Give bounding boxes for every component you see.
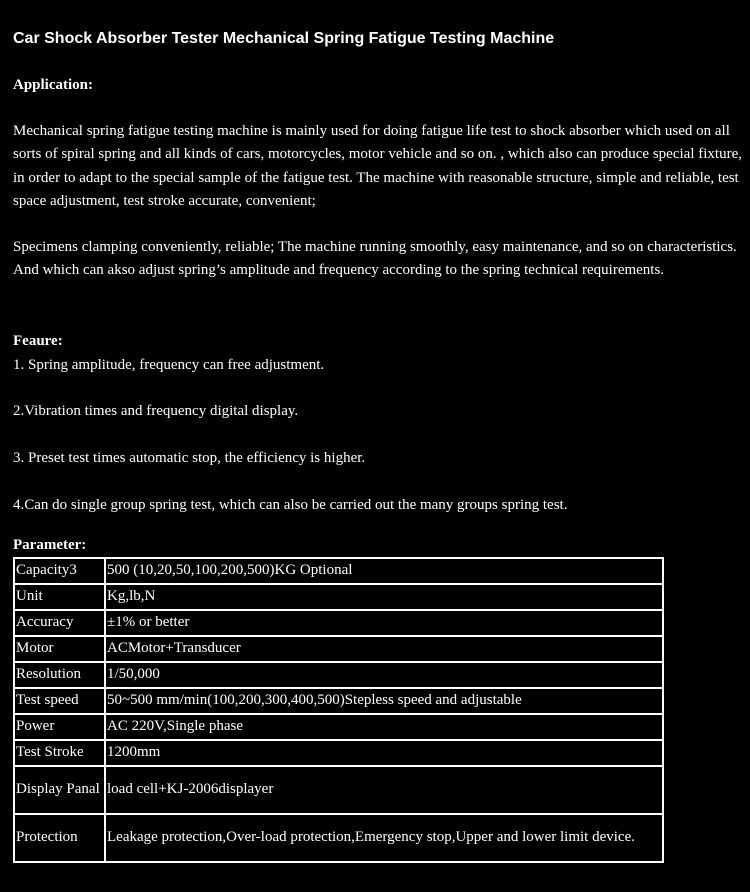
parameter-heading: Parameter:	[13, 537, 87, 553]
param-key: Protection	[14, 814, 105, 862]
param-key: Accuracy	[14, 610, 105, 636]
param-value: Leakage protection,Over-load protection,Emergency stop,Upper and lower limit device.	[105, 814, 663, 862]
table-row	[14, 688, 663, 714]
feature-item-4: 4.Can do single group spring test, which can also be carried out the many groups spring test.	[13, 497, 568, 513]
param-value: 1/50,000	[105, 662, 663, 688]
page-title: Car Shock Absorber Tester Mechanical Spring Fatigue Testing Machine	[13, 30, 555, 47]
feature-item-1: 1. Spring amplitude, frequency can free adjustment.	[13, 357, 325, 373]
param-value: 50~500 mm/min(100,200,300,400,500)Stepless speed and adjustable	[105, 688, 663, 714]
param-value: 1200mm	[105, 740, 663, 766]
table-row	[14, 740, 663, 766]
table-row	[14, 636, 663, 662]
feature-heading: Feaure:	[13, 333, 63, 349]
param-key: Motor	[14, 636, 105, 662]
feature-item-2: 2.Vibration times and frequency digital display.	[13, 403, 299, 419]
param-key: Display Panal	[14, 766, 105, 814]
table-row	[14, 584, 663, 610]
application-heading: Application:	[13, 77, 94, 93]
param-value: load cell+KJ-2006displayer	[105, 766, 663, 814]
table-row	[14, 662, 663, 688]
param-key: Resolution	[14, 662, 105, 688]
param-value: ACMotor+Transducer	[105, 636, 663, 662]
application-paragraph-1: Mechanical spring fatigue testing machine is mainly used for doing fatigue life test to shock absorber which used on all sorts of spiral spring and all kinds of cars, motorcycles, motor vehicle and so on. , which also can produce special fixture, in order to adapt to the special sample of the fatigue test. The machine with reasonable structure, simple and reliable, test space adjustment, test stroke accurate, convenient;	[13, 123, 742, 209]
table-row	[14, 766, 663, 814]
param-value: Kg,lb,N	[105, 584, 663, 610]
table-row	[14, 558, 663, 584]
param-key: Test Stroke	[14, 740, 105, 766]
param-key: Power	[14, 714, 105, 740]
feature-item-3: 3. Preset test times automatic stop, the efficiency is higher.	[13, 450, 366, 466]
table-row	[14, 610, 663, 636]
param-key: Capacity3	[14, 558, 105, 584]
param-value: ±1% or better	[105, 610, 663, 636]
table-row	[14, 714, 663, 740]
param-key: Unit	[14, 584, 105, 610]
param-value: AC 220V,Single phase	[105, 714, 663, 740]
param-value: 500 (10,20,50,100,200,500)KG Optional	[105, 558, 663, 584]
parameter-table	[13, 557, 664, 863]
table-row	[14, 814, 663, 862]
param-key: Test speed	[14, 688, 105, 714]
application-paragraph-2: Specimens clamping conveniently, reliable; The machine running smoothly, easy maintenance, and so on characteristics. And which can akso adjust spring’s amplitude and frequency according to the spring technical requirements.	[13, 239, 737, 279]
